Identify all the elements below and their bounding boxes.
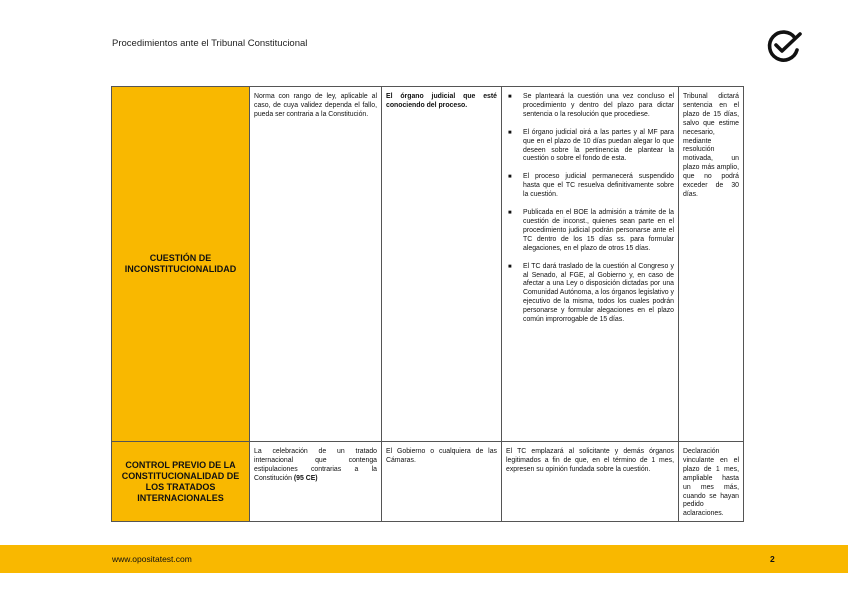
objeto-cell: La celebración de un tratado internacional que contenga estipulaciones contrarias a la Constitución (95 CE) — [250, 442, 382, 522]
procedures-table — [111, 86, 744, 522]
bullet-square-icon: ■ — [508, 94, 512, 100]
list-item: ■ El órgano judicial oirá a las partes y al MF para que en el plazo de 10 días puedan alegar lo que deseen sobre la pertinencia de plantear la cuestión o sobre el fondo de esta. — [508, 128, 674, 163]
list-item: ■ El TC dará traslado de la cuestión al Congreso y al Senado, al FGE, al Gobierno y, en caso de afectar a una Ley o disposición dictadas por una Comunidad Autónoma, a los órganos legislativo y ejecutivo de la misma, todos los cuales podrán personarse y formular alegaciones en el plazo común improrrogable de 15 días. — [508, 262, 674, 324]
table-row — [112, 87, 744, 442]
row-label-control-previo: CONTROL PREVIO DE LA CONSTITUCIONALIDAD DE LOS TRATADOS INTERNACIONALES — [112, 442, 250, 522]
bullet-square-icon: ■ — [508, 129, 512, 136]
list-item: ■ Se planteará la cuestión una vez concluso el procedimiento y dentro del plazo para dictar sentencia o la resolución que procediese. — [508, 93, 674, 118]
resolucion-cell: Tribunal dictará sentencia en el plazo de 15 días, salvo que estime necesario, mediante resolución motivada, un plazo más amplio, que no podrá exceder de 30 días. — [679, 87, 744, 442]
article-reference: (95 CE) — [293, 474, 318, 482]
procedure-steps-list — [506, 93, 674, 325]
footer-bar — [0, 545, 848, 573]
row-label-cuestion: CUESTIÓN DE INCONSTITUCIONALIDAD — [112, 87, 250, 442]
legitimacion-cell: El Gobierno o cualquiera de las Cámaras. — [382, 442, 502, 522]
resolucion-cell: Declaración vinculante en el plazo de 1 mes, ampliable hasta un mes más, cuando se hayan pedido aclaraciones. — [679, 442, 744, 522]
bullet-square-icon: ■ — [508, 263, 512, 270]
list-item: ■ El proceso judicial permanecerá suspendido hasta que el TC resuelva definitivamente sobre la cuestión. — [508, 173, 674, 199]
legitimacion-cell: El órgano judicial que esté conociendo del proceso. — [382, 87, 502, 442]
procedimiento-cell — [502, 87, 679, 442]
table-row — [112, 442, 744, 522]
check-badge-icon — [764, 26, 804, 66]
footer-url-link[interactable]: www.opositatest.com — [112, 554, 192, 564]
page-number: 2 — [770, 554, 775, 564]
bullet-square-icon: ■ — [508, 210, 512, 217]
list-item: ■ Publicada en el BOE la admisión a trámite de la cuestión de inconst., quienes sean parte en el procedimiento judicial podrán personarse ante el TC dentro de los 15 días ss. para formular alegaciones, en el plazo de otros 15 días. — [508, 209, 674, 252]
document-header-title: Procedimientos ante el Tribunal Constitucional — [112, 38, 308, 49]
bullet-square-icon: ■ — [508, 174, 512, 181]
objeto-cell: Norma con rango de ley, aplicable al caso, de cuya validez dependa el fallo, pueda ser contraria a la Constitución. — [250, 87, 382, 442]
procedimiento-cell: El TC emplazará al solicitante y demás órganos legitimados a fin de que, en el término de 1 mes, expresen su opinión fundada sobre la cuestión. — [502, 442, 679, 522]
